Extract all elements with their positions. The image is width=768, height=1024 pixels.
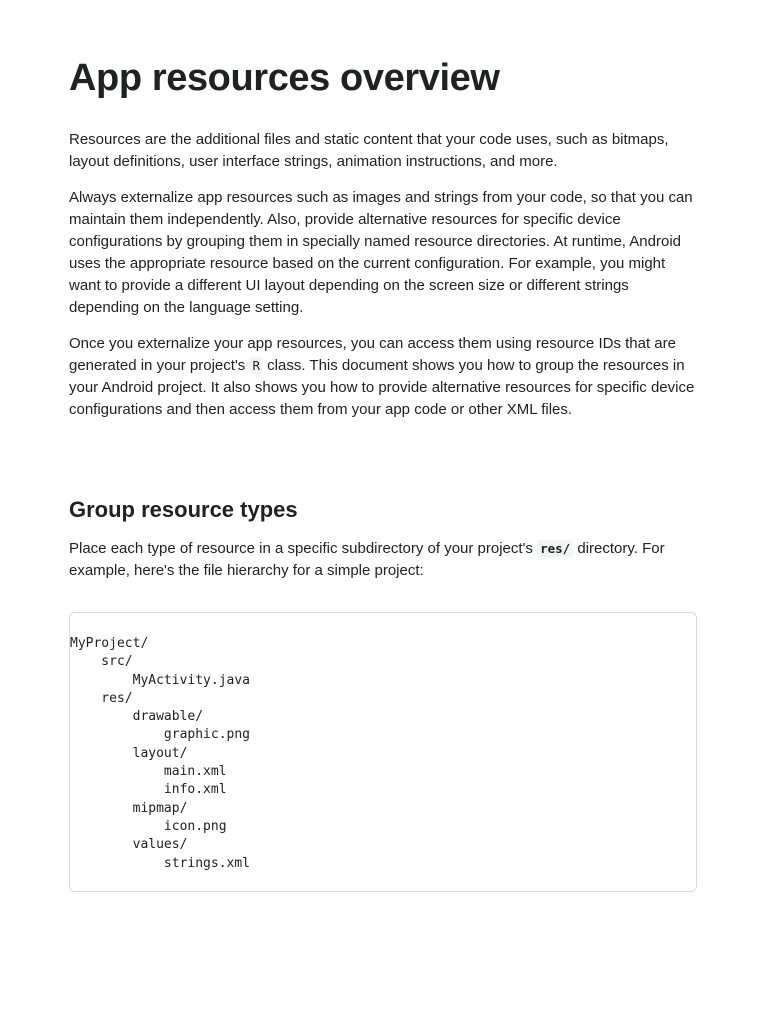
group-section-text-end: directory. For example, here's the file hierarchy for a simple project: [69,540,665,579]
section-heading-group-resource-types: Group resource types [69,497,298,522]
intro-paragraph-3-text-start: Once you externalize your app resources, you can access them using resource IDs that are generated in your project's [69,335,676,374]
r-class-code: R [249,357,263,374]
file-hierarchy-code-block[interactable] [69,612,697,892]
intro-paragraph-1: Resources are the additional files and static content that your code uses, such as bitmaps, layout definitions, user interface strings, animation instructions, and more. [69,131,669,170]
group-section-text-start: Place each type of resource in a specific subdirectory of your project's [69,540,538,557]
page-title: App resources overview [69,57,500,99]
file-hierarchy-code: MyProject/ src/ MyActivity.java res/ drawable/ graphic.png layout/ main.xml info.xml mipmap/ icon.png values/ strings.xml [70,636,251,871]
intro-paragraph-3 [69,333,701,421]
group-section-paragraph [69,538,701,582]
intro-paragraph-3-text-end: class. This document shows you how to group the resources in your Android project. It also shows you how to provide alternative resources for specific device configurations and then access them from your app code or other XML files. [69,357,695,418]
intro-paragraph-2: Always externalize app resources such as images and strings from your code, so that you can maintain them independently. Also, provide alternative resources for specific device configurations by grouping them in specially named resource directories. At runtime, Android uses the appropriate resource based on the current configuration. For example, you might want to provide a different UI layout depending on the screen size or different strings depending on the language setting. [69,189,693,316]
res-directory-code: res/ [537,540,573,557]
